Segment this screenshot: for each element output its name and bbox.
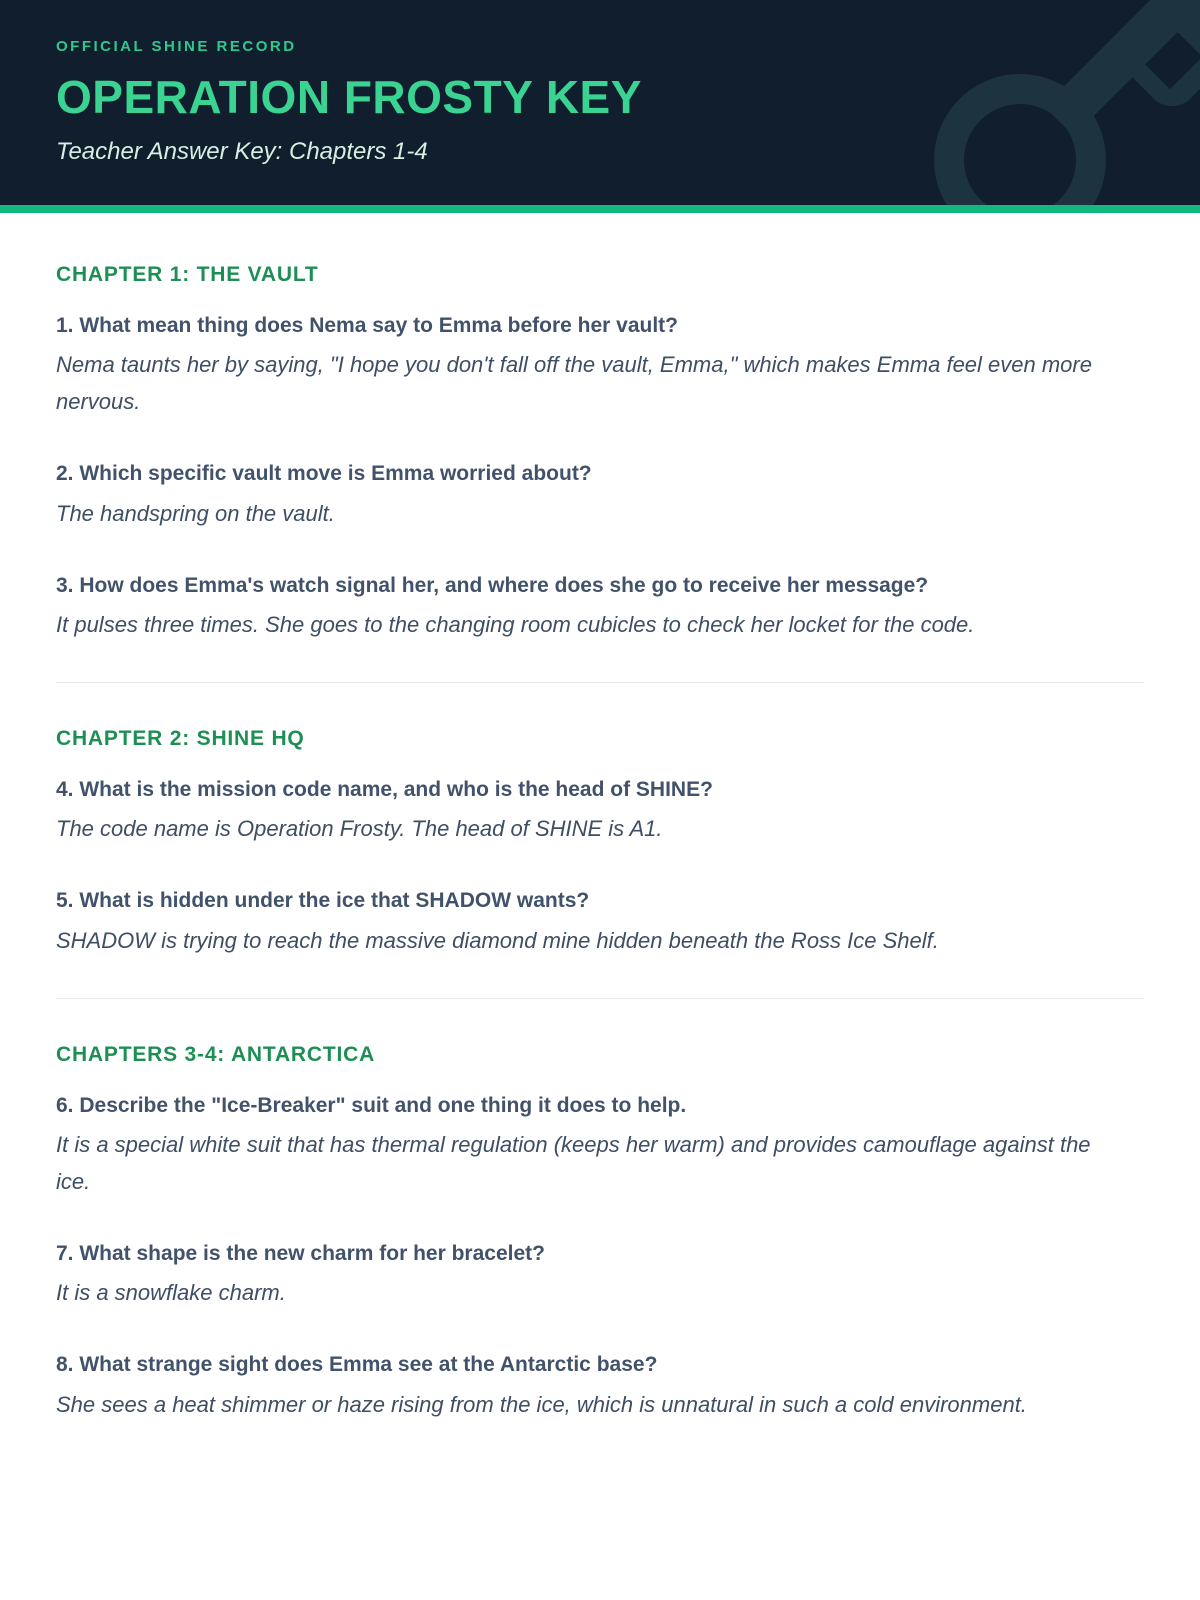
answer-text: It is a snowflake charm. [56, 1280, 286, 1306]
question-answer-block [56, 1350, 1144, 1423]
question-answer-block [56, 886, 1144, 959]
answer-key-body [0, 213, 1200, 1424]
section-divider [56, 682, 1144, 683]
answer-text: SHADOW is trying to reach the massive diamond mine hidden beneath the Ross Ice Shelf. [56, 927, 939, 953]
question-answer-block [56, 775, 1144, 848]
document-eyebrow: OFFICIAL SHINE RECORD [56, 38, 297, 55]
question-text: 5. What is hidden under the ice that SHADOW wants? [56, 889, 590, 913]
page-subtitle: Teacher Answer Key: Chapters 1-4 [56, 138, 428, 166]
section-heading: CHAPTERS 3-4: ANTARCTICA [56, 1042, 376, 1066]
document-header [0, 0, 1200, 213]
answer-text: The handspring on the vault. [56, 500, 335, 526]
question-answer-block [56, 1091, 1144, 1201]
answer-text: She sees a heat shimmer or haze rising from the ice, which is unnatural in such a cold environment. [56, 1391, 1027, 1417]
section-divider [56, 998, 1144, 999]
question-answer-block [56, 311, 1144, 421]
chapter-section [56, 1043, 1144, 1424]
answer-text: It is a special white suit that has thermal regulation (keeps her warm) and provides camouflage against the ice. [56, 1132, 1091, 1195]
question-text: 2. Which specific vault move is Emma worried about? [56, 462, 592, 486]
question-text: 8. What strange sight does Emma see at the Antarctic base? [56, 1353, 658, 1377]
answer-text: It pulses three times. She goes to the changing room cubicles to check her locket for the code. [56, 612, 975, 638]
question-text: 3. How does Emma's watch signal her, and where does she go to receive her message? [56, 573, 929, 597]
question-text: 6. Describe the "Ice-Breaker" suit and one thing it does to help. [56, 1093, 687, 1117]
question-answer-block [56, 1239, 1144, 1312]
question-text: 1. What mean thing does Nema say to Emma before her vault? [56, 314, 678, 337]
answer-text: The code name is Operation Frosty. The head of SHINE is A1. [56, 816, 663, 842]
answer-text: Nema taunts her by saying, "I hope you don't fall off the vault, Emma," which makes Emma feel even more nervous. [56, 352, 1092, 415]
question-text: 4. What is the mission code name, and who is the head of SHINE? [56, 777, 713, 801]
question-answer-block [56, 459, 1144, 532]
section-heading: CHAPTER 1: THE VAULT [56, 263, 319, 286]
chapter-section [56, 263, 1144, 644]
page-title: OPERATION FROSTY KEY [56, 71, 642, 123]
question-text: 7. What shape is the new charm for her bracelet? [56, 1241, 545, 1265]
question-answer-block [56, 571, 1144, 644]
section-heading: CHAPTER 2: SHINE HQ [56, 726, 305, 750]
chapter-section [56, 727, 1144, 960]
